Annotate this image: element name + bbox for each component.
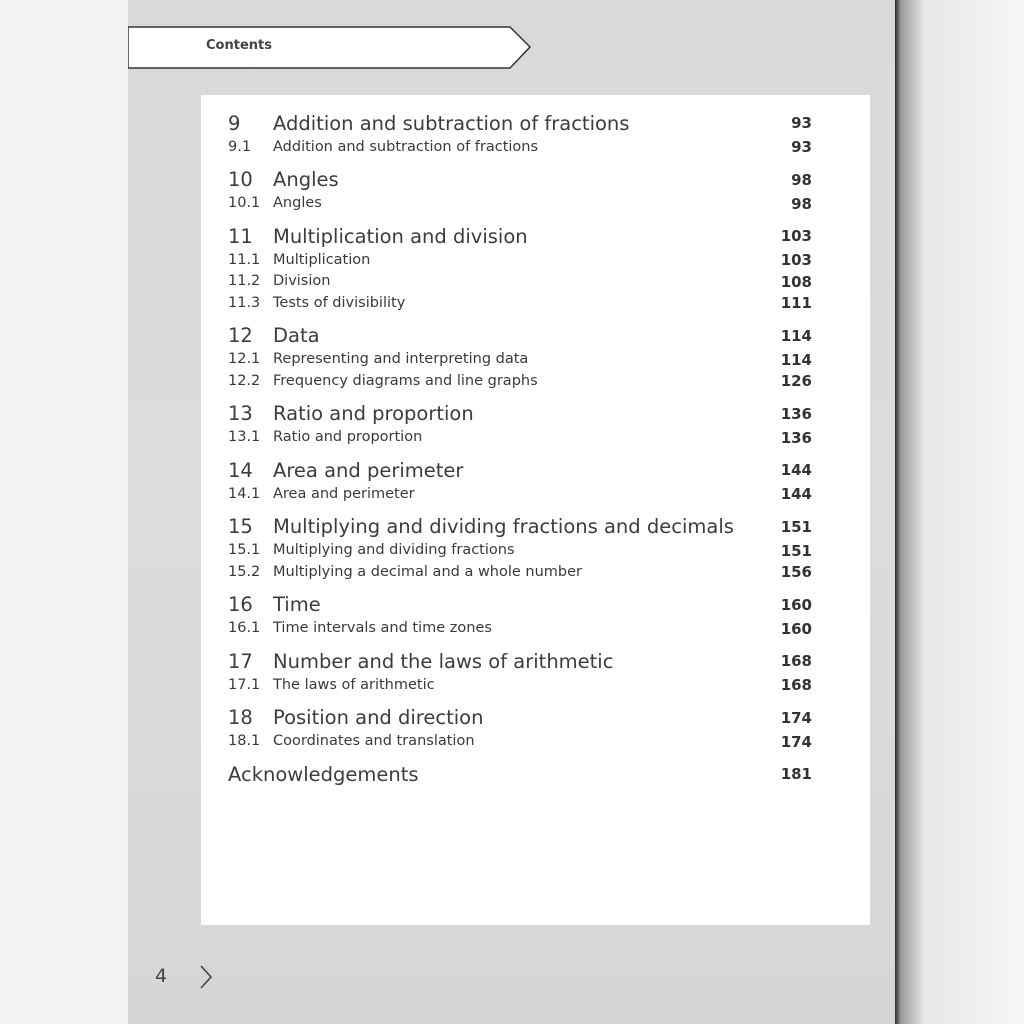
chevron-right-icon <box>198 963 214 991</box>
chapter-heading[interactable] <box>228 514 812 540</box>
chapter-page: 168 <box>780 652 812 670</box>
subsection-title: Multiplication <box>273 251 371 268</box>
subsection-entry[interactable] <box>228 292 812 314</box>
subsection-page: 174 <box>780 732 812 751</box>
chapter-number: 11 <box>228 224 253 248</box>
chapter-heading[interactable] <box>228 223 812 249</box>
chapter-heading[interactable] <box>228 648 812 674</box>
acknowledgements-page: 181 <box>780 765 812 783</box>
subsection-title: Tests of divisibility <box>273 294 406 311</box>
toc-section <box>228 514 812 583</box>
chapter-number: 14 <box>228 458 253 482</box>
chapter-title: Multiplication and division <box>273 224 528 248</box>
chapter-heading[interactable] <box>228 705 812 731</box>
chapter-number: 17 <box>228 649 253 673</box>
chapter-heading[interactable] <box>228 323 812 349</box>
chapter-number: 18 <box>228 706 253 729</box>
toc-section <box>228 110 812 158</box>
subsection-entry[interactable] <box>228 271 812 293</box>
subsection-title: Angles <box>273 195 322 212</box>
subsection-entry[interactable] <box>228 483 812 505</box>
subsection-number: 16.1 <box>228 620 261 637</box>
subsection-entry[interactable] <box>228 731 812 753</box>
chapter-page: 174 <box>780 708 812 727</box>
chapter-title: Area and perimeter <box>273 458 464 482</box>
subsection-title: Frequency diagrams and line graphs <box>273 372 538 389</box>
subsection-page: 151 <box>780 541 812 560</box>
chapter-page: 151 <box>780 517 812 536</box>
subsection-number: 10.1 <box>228 195 261 212</box>
subsection-page: 144 <box>780 485 812 503</box>
subsection-page: 156 <box>780 563 812 581</box>
subsection-number: 11.1 <box>228 251 261 268</box>
subsection-title: Coordinates and translation <box>273 733 475 750</box>
table-of-contents <box>228 110 812 787</box>
subsection-number: 15.1 <box>228 542 261 559</box>
subsection-entry[interactable] <box>228 136 812 158</box>
toc-section <box>228 323 812 392</box>
chapter-title: Position and direction <box>273 706 484 729</box>
subsection-page: 111 <box>780 294 812 312</box>
subsection-title: Multiplying and dividing fractions <box>273 542 515 559</box>
subsection-title: Division <box>273 273 331 290</box>
chapter-page: 103 <box>780 227 812 245</box>
toc-section <box>228 401 812 449</box>
subsection-page: 126 <box>780 372 812 390</box>
subsection-number: 15.2 <box>228 563 261 580</box>
toc-section <box>228 167 812 215</box>
subsection-entry[interactable] <box>228 674 812 696</box>
chapter-number: 9 <box>228 111 241 135</box>
chapter-title: Multiplying and dividing fractions and decimals <box>273 515 734 538</box>
chapter-heading[interactable] <box>228 457 812 483</box>
subsection-page: 136 <box>780 428 812 447</box>
subsection-number: 12.1 <box>228 351 261 368</box>
toc-section <box>228 592 812 640</box>
subsection-number: 17.1 <box>228 676 261 693</box>
page-number: 4 <box>155 965 168 987</box>
chapter-title: Addition and subtraction of fractions <box>273 111 630 135</box>
chapter-number: 15 <box>228 515 253 538</box>
chapter-page: 144 <box>780 461 812 479</box>
subsection-entry[interactable] <box>228 349 812 371</box>
subsection-entry[interactable] <box>228 561 812 583</box>
subsection-title: The laws of arithmetic <box>273 676 435 693</box>
chapter-heading[interactable] <box>228 167 812 193</box>
acknowledgements-entry[interactable] <box>228 761 812 787</box>
toc-section <box>228 223 812 314</box>
subsection-title: Addition and subtraction of fractions <box>273 138 539 155</box>
chapter-title: Angles <box>273 168 339 191</box>
chapter-page: 114 <box>780 326 812 345</box>
subsection-page: 103 <box>780 251 812 269</box>
subsection-entry[interactable] <box>228 427 812 449</box>
contents-banner <box>128 26 518 68</box>
subsection-number: 9.1 <box>228 138 252 155</box>
subsection-title: Time intervals and time zones <box>273 620 492 637</box>
subsection-page: 168 <box>780 676 812 694</box>
chapter-number: 16 <box>228 593 253 616</box>
chapter-page: 98 <box>791 170 812 189</box>
toc-section <box>228 457 812 505</box>
subsection-page: 114 <box>780 350 812 369</box>
chapter-page: 160 <box>780 595 812 614</box>
chapter-title: Data <box>273 324 320 347</box>
subsection-entry[interactable] <box>228 540 812 562</box>
subsection-number: 12.2 <box>228 372 261 389</box>
chapter-title: Ratio and proportion <box>273 402 474 425</box>
subsection-entry[interactable] <box>228 193 812 215</box>
chapter-number: 12 <box>228 324 253 347</box>
subsection-title: Representing and interpreting data <box>273 351 529 368</box>
chapter-page: 136 <box>780 404 812 423</box>
banner-arrow-shape <box>128 26 533 70</box>
page-title: Contents <box>206 38 272 53</box>
subsection-title: Multiplying a decimal and a whole number <box>273 563 583 580</box>
chapter-title: Number and the laws of arithmetic <box>273 649 614 673</box>
subsection-page: 93 <box>791 138 812 156</box>
subsection-page: 160 <box>780 619 812 638</box>
chapter-heading[interactable] <box>228 401 812 427</box>
subsection-title: Ratio and proportion <box>273 429 423 446</box>
subsection-entry[interactable] <box>228 370 812 392</box>
chapter-heading[interactable] <box>228 110 812 136</box>
subsection-title: Area and perimeter <box>273 485 415 502</box>
subsection-number: 18.1 <box>228 733 261 750</box>
subsection-page: 108 <box>780 272 812 291</box>
subsection-number: 13.1 <box>228 429 261 446</box>
chapter-number: 13 <box>228 402 253 425</box>
toc-section <box>228 648 812 696</box>
chapter-title: Time <box>273 593 321 616</box>
subsection-entry[interactable] <box>228 618 812 640</box>
subsection-page: 98 <box>791 194 812 213</box>
subsection-number: 11.3 <box>228 294 261 311</box>
chapter-page: 93 <box>791 114 812 132</box>
chapter-number: 10 <box>228 168 253 191</box>
toc-section <box>228 705 812 753</box>
subsection-entry[interactable] <box>228 249 812 271</box>
page-edge-shadow <box>895 0 1024 1024</box>
chapter-heading[interactable] <box>228 592 812 618</box>
subsection-number: 11.2 <box>228 273 261 290</box>
acknowledgements-title: Acknowledgements <box>228 762 419 786</box>
subsection-number: 14.1 <box>228 485 261 502</box>
